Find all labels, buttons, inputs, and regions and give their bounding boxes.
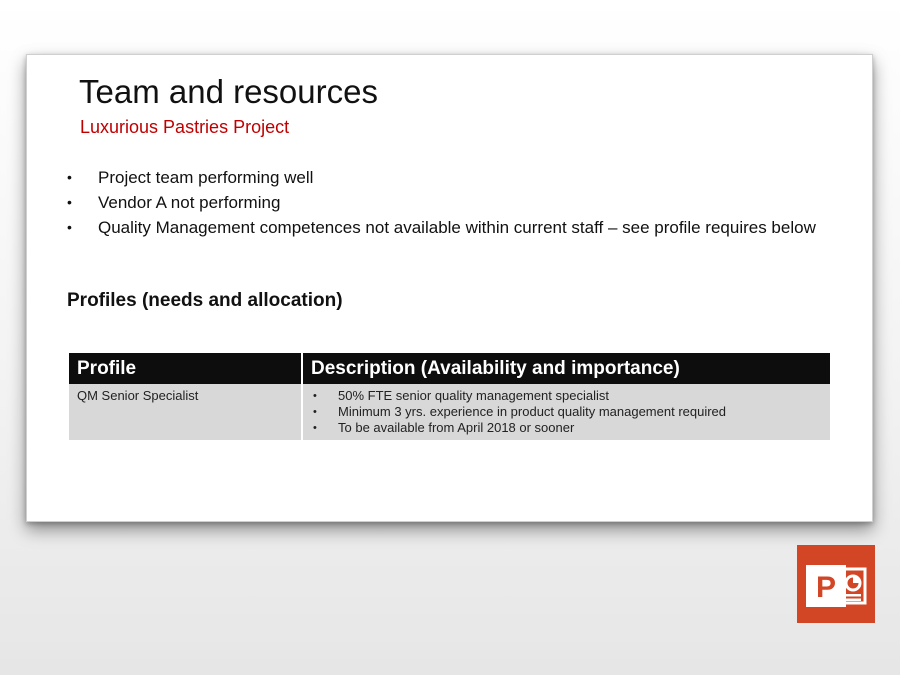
slide-title: Team and resources — [79, 73, 378, 110]
bullet-icon: • — [313, 390, 317, 402]
logo-line — [843, 599, 861, 602]
logo-letter: P — [815, 571, 837, 604]
bullet-icon: • — [313, 422, 317, 434]
description-text: Minimum 3 yrs. experience in product quality management required — [338, 404, 727, 419]
bullet-icon: • — [67, 219, 72, 235]
bullet-icon: • — [313, 406, 317, 418]
profile-cell: QM Senior Specialist — [69, 384, 302, 440]
description-text: To be available from April 2018 or sooner — [338, 420, 575, 435]
slide — [26, 54, 873, 522]
powerpoint-logo-graphic — [797, 545, 875, 623]
section-heading: Profiles (needs and allocation) — [67, 290, 343, 311]
table-header-row — [69, 353, 830, 384]
powerpoint-icon — [797, 545, 875, 623]
column-header-profile: Profile — [69, 353, 302, 384]
bullet-list — [67, 167, 827, 242]
bullet-text: Vendor A not performing — [98, 193, 281, 212]
bullet-icon: • — [67, 194, 72, 210]
description-item — [311, 404, 822, 420]
description-list — [311, 388, 822, 436]
bullet-item — [67, 217, 827, 238]
profile-table — [69, 353, 830, 440]
description-item — [311, 388, 822, 404]
description-cell — [302, 384, 830, 440]
table-row — [69, 384, 830, 440]
bullet-item — [67, 167, 827, 188]
bullet-text: Quality Management competences not available within current staff – see profile requires below — [98, 218, 816, 237]
column-header-description: Description (Availability and importance) — [302, 353, 830, 384]
bullet-item — [67, 192, 827, 213]
slide-subtitle: Luxurious Pastries Project — [80, 117, 290, 137]
logo-line — [843, 594, 861, 597]
description-item — [311, 420, 822, 436]
bullet-text: Project team performing well — [98, 168, 314, 187]
bullet-icon: • — [67, 169, 72, 185]
description-text: 50% FTE senior quality management specialist — [338, 388, 609, 403]
